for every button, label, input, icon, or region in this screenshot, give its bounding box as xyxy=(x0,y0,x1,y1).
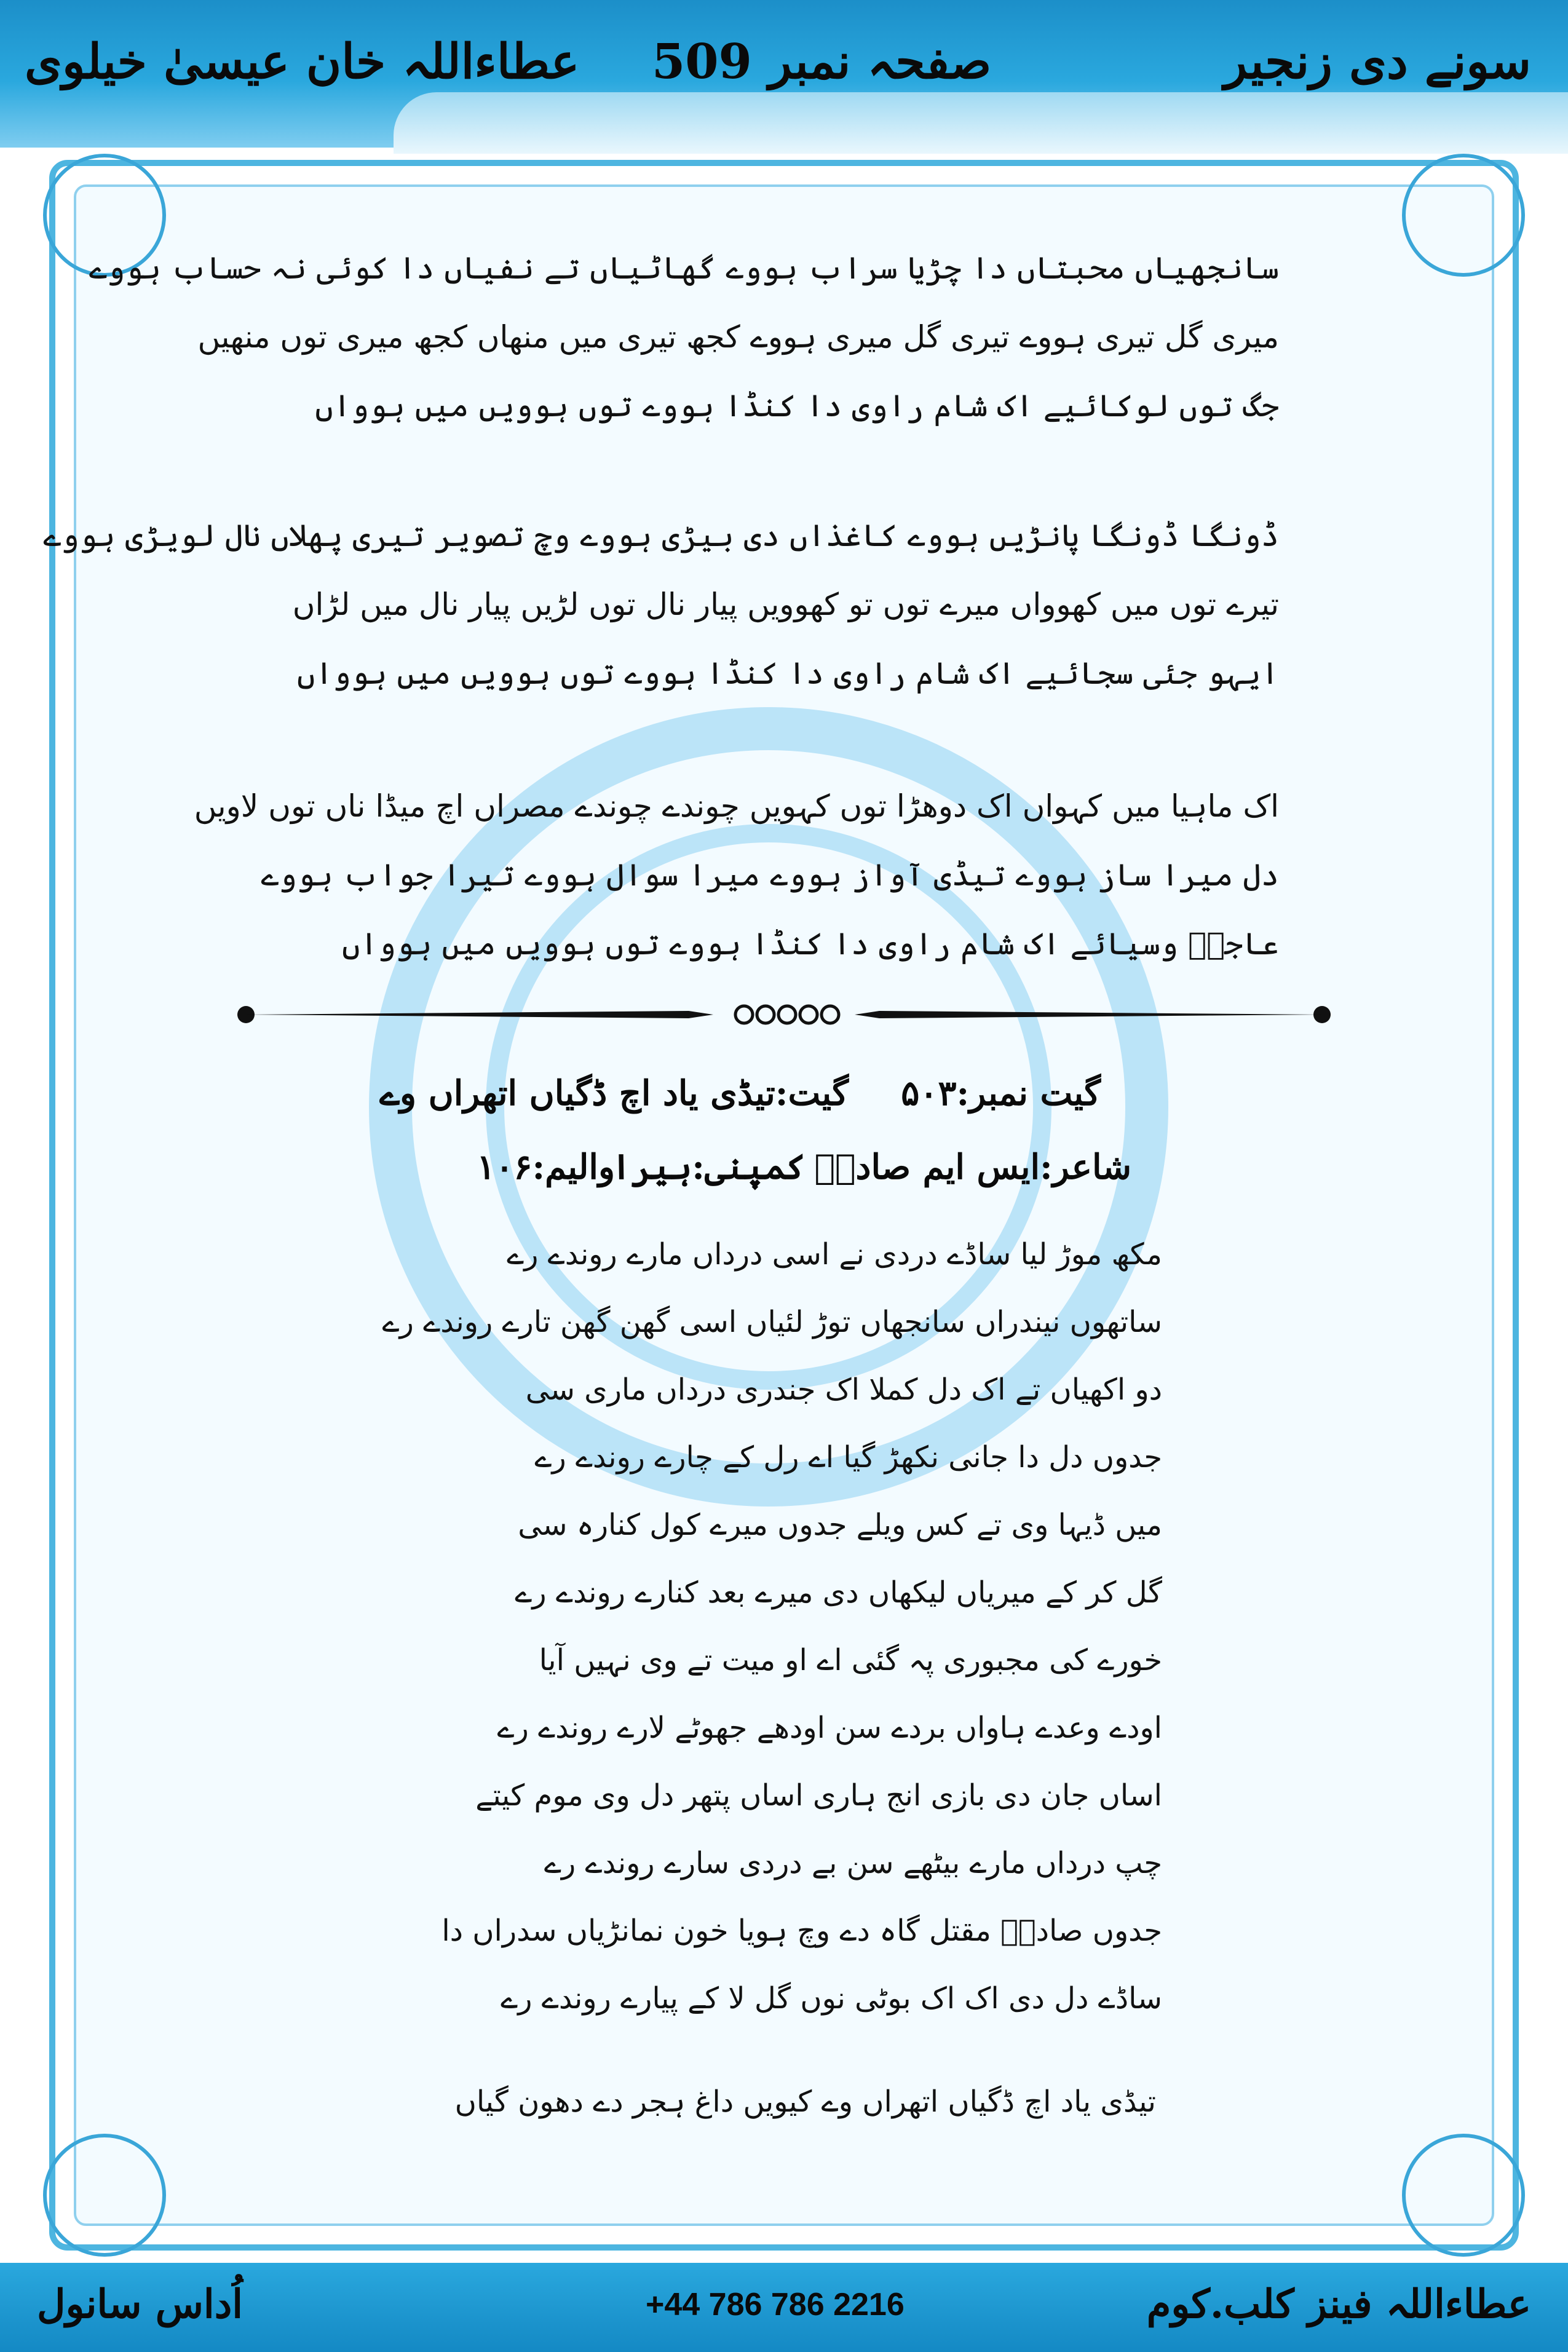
volume-number: والیم:۱۰۶ xyxy=(477,1147,615,1187)
closing-line: تیڈی یاد اچ ڈگیاں اتھراں وے کیویں داغ ہجر دے دھون گیاں xyxy=(454,2085,1156,2119)
verse-line: عاجزؔ وسیائے اک شام راوی دا کنڈا ہووے توں ہوویں میں ہوواں xyxy=(342,926,1279,962)
verse-line: جگ توں لوکائیے اک شام راوی دا کنڈا ہووے توں ہوویں میں ہوواں xyxy=(315,388,1279,424)
verse-line: میری گل تیری ہووے تیری گل میری ہووے کجھ تیری میں منھاں کجھ میری توں منھیں xyxy=(197,319,1279,355)
lyric-line: اودے وعدے ہاواں بردے سن اودھے جھوٹے لارے روندے رے xyxy=(497,1711,1162,1745)
lyric-line: ساتھوں نیندراں سانجھاں توڑ لئیاں اسی گھن گھن تارے روندے رے xyxy=(382,1305,1162,1339)
book-title: سونے دی زنجیر xyxy=(1224,34,1531,90)
verse-line: ڈونگا ڈونگا پانڑیں ہووے کاغذاں دی بیڑی ہووے وچ تصویر تیری پھلاں نال لویڑی ہووے xyxy=(43,518,1279,553)
lyric-line: اساں جان دی بازی انج ہاری اساں پتھر دل وی موم کیتے xyxy=(475,1778,1162,1813)
lyric-line: چپ درداں مارے بیٹھے سن بے دردی سارے روندے رے xyxy=(544,1846,1162,1880)
page-number-label: صفحہ نمبر 509 xyxy=(652,34,992,90)
lyric-line: جدوں دل دا جانی نکھڑ گیا اے رل کے چارے روندے رے xyxy=(534,1440,1162,1475)
ornamental-divider xyxy=(234,1002,1334,1027)
company-name: کمپنی:ہیرا xyxy=(611,1147,806,1187)
lyric-line: جدوں صادقؔ مقتل گاہ دے وچ ہویا خون نمانڑیاں سدراں دا xyxy=(441,1914,1162,1948)
corner-ornament xyxy=(1402,2134,1525,2257)
lyric-line: ساڈے دل دی اک اک بوٹی نوں گل لا کے پیارے روندے رے xyxy=(501,1981,1162,2016)
lyric-line: خورے کی مجبوری پہ گئی اے او میت تے وی نہیں آیا xyxy=(539,1643,1162,1677)
song-number: گیت نمبر:۵۰۳ xyxy=(901,1073,1101,1114)
website-name: عطاءاللہ فینز کلب.کوم xyxy=(1146,2281,1531,2327)
stanza-1 xyxy=(89,234,1279,440)
verse-line: سانجھیاں محبتاں دا چڑیا سراب ہووے گھاٹیاں تے نفیاں دا کوئی نہ حساب ہووے xyxy=(89,250,1279,286)
verse-line: اک ماہیا میں کہواں اک دوھڑا توں کہویں چوندے چوندے مصراں اچ میڈا ناں توں لاویں xyxy=(194,788,1279,824)
author-name: عطاءاللہ خان عیسیٰ خیلوی xyxy=(25,34,580,90)
lyric-line: گل کر کے میریاں لیکھاں دی میرے بعد کنارے روندے رے xyxy=(515,1575,1162,1610)
corner-ornament xyxy=(43,2134,166,2257)
verse-line: تیرے توں میں کھوواں میرے توں تو کھوویں پیار نال توں لڑیں پیار نال میں لڑاں xyxy=(292,587,1279,622)
lyric-line: مکھ موڑ لیا ساڈے دردی نے اسی درداں مارے روندے رے xyxy=(507,1237,1162,1272)
stanza-3 xyxy=(194,772,1279,978)
song-title: گیت:تیڈی یاد اچ ڈگیاں اتھراں وے xyxy=(379,1073,849,1114)
lyric-line: میں ڈیہا وی تے کس ویلے جدوں میرے کول کنارہ سی xyxy=(518,1508,1162,1542)
header-decoration xyxy=(394,92,1568,154)
stanza-2 xyxy=(43,501,1279,708)
phone-number: +44 786 786 2216 xyxy=(646,2287,905,2322)
verse-line: ایہو جئی سجائیے اک شام راوی دا کنڈا ہووے توں ہوویں میں ہوواں xyxy=(297,655,1279,691)
song-lyrics xyxy=(363,1221,1162,2032)
poet-name: شاعر:ایس ایم صادقؔ xyxy=(814,1147,1131,1187)
lyric-line: دو اکھیاں تے اک دل کملا اک جندری درداں ماری سی xyxy=(525,1372,1162,1407)
verse-line: دل میرا ساز ہووے تیڈی آواز ہووے میرا سوال ہووے تیرا جواب ہووے xyxy=(261,857,1279,893)
corner-ornament xyxy=(1402,154,1525,277)
footer-left-title: اُداس سانول xyxy=(37,2281,243,2327)
